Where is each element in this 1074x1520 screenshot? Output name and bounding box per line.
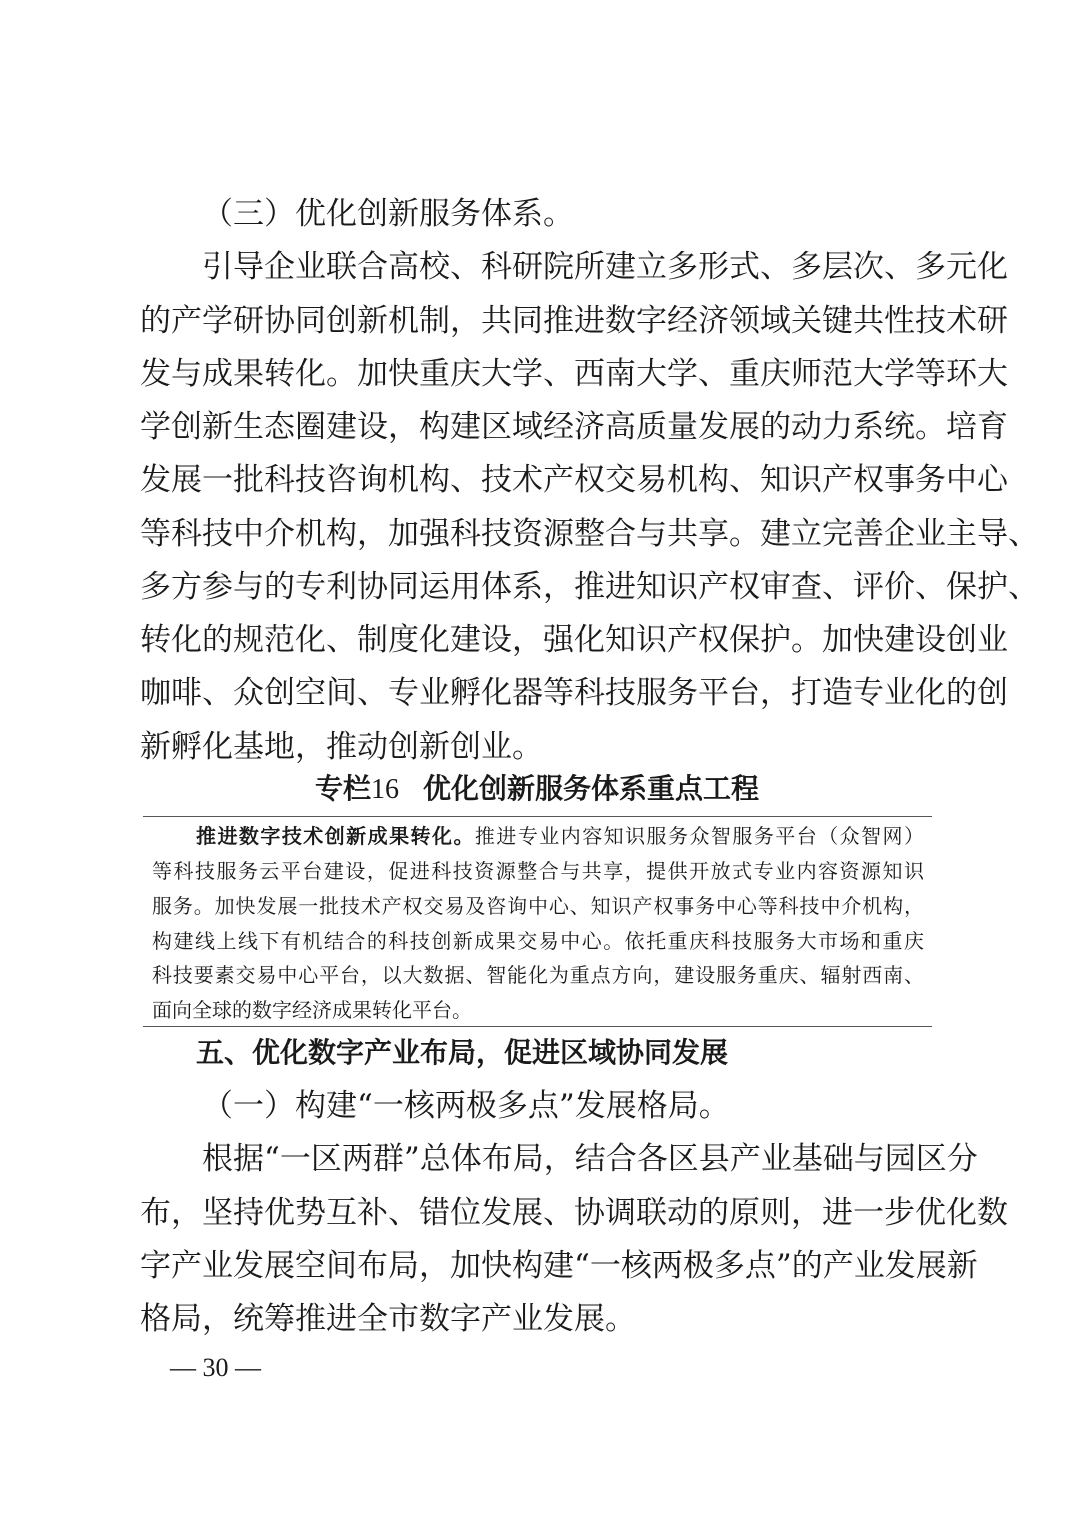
column-box-line-text: 推进专业内容知识服务众智服务平台（众智网） [474, 824, 925, 848]
column-box-title [140, 771, 934, 808]
paragraph-line: 格局，统筹推进全市数字产业发展。 [140, 1301, 636, 1337]
paragraph-line: 发与成果转化。加快重庆大学、西南大学、重庆师范大学等环大 [140, 356, 1008, 392]
column-box-line: 构建线上线下有机结合的科技创新成果交易中心。依托重庆科技服务大市场和重庆 [152, 929, 924, 953]
column-box-lead: 推进数字技术创新成果转化。 [196, 824, 475, 848]
column-box-label: 专栏 [314, 772, 371, 805]
column-box-line: 服务。加快发展一批技术产权交易及咨询中心、知识产权事务中心等科技中介机构， [152, 894, 924, 918]
paragraph-line: 根据“一区两群”总体布局，结合各区县产业基础与园区分 [202, 1141, 978, 1177]
column-box-top-rule [143, 816, 932, 817]
paragraph-line: 学创新生态圈建设，构建区域经济高质量发展的动力系统。培育 [140, 409, 1008, 445]
column-box-line: 科技要素交易中心平台，以大数据、智能化为重点方向，建设服务重庆、辐射西南、 [152, 963, 924, 987]
paragraph-line: 咖啡、众创空间、专业孵化器等科技服务平台，打造专业化的创 [140, 675, 1008, 711]
paragraph-line: 新孵化基地，推动创新创业。 [140, 729, 543, 765]
column-box-bottom-rule [143, 1026, 932, 1027]
page-number: — 30 — [170, 1353, 261, 1382]
paragraph-line: 转化的规范化、制度化建设，强化知识产权保护。加快建设创业 [140, 622, 1008, 658]
paragraph-line: 的产学研协同创新机制，共同推进数字经济领域关键共性技术研 [140, 303, 1008, 339]
section-heading: 五、优化数字产业布局，促进区域协同发展 [196, 1036, 729, 1069]
subsection-heading-layout: （一）构建“一核两极多点”发展格局。 [202, 1088, 730, 1124]
paragraph-line: 发展一批科技咨询机构、技术产权交易机构、知识产权事务中心 [140, 462, 1008, 498]
column-box-number: 16 [371, 774, 399, 805]
column-box-line: 等科技服务云平台建设，促进科技资源整合与共享，提供开放式专业内容资源知识 [152, 859, 924, 883]
paragraph-line: 多方参与的专利协同运用体系，推进知识产权审查、评价、保护、 [140, 569, 1039, 605]
paragraph-line: 布，坚持优势互补、错位发展、协调联动的原则，进一步优化数 [140, 1195, 1008, 1231]
column-box-line: 面向全球的数字经济成果转化平台。 [152, 998, 472, 1022]
subsection-heading-innovation-service: （三）优化创新服务体系。 [202, 196, 574, 232]
column-box-heading: 优化创新服务体系重点工程 [423, 772, 760, 805]
paragraph-line: 字产业发展空间布局，加快构建“一核两极多点”的产业发展新 [140, 1248, 978, 1284]
column-box-line [196, 823, 924, 849]
paragraph-line: 等科技中介机构，加强科技资源整合与共享。建立完善企业主导、 [140, 516, 1039, 552]
paragraph-line: 引导企业联合高校、科研院所建立多形式、多层次、多元化 [202, 249, 1008, 285]
